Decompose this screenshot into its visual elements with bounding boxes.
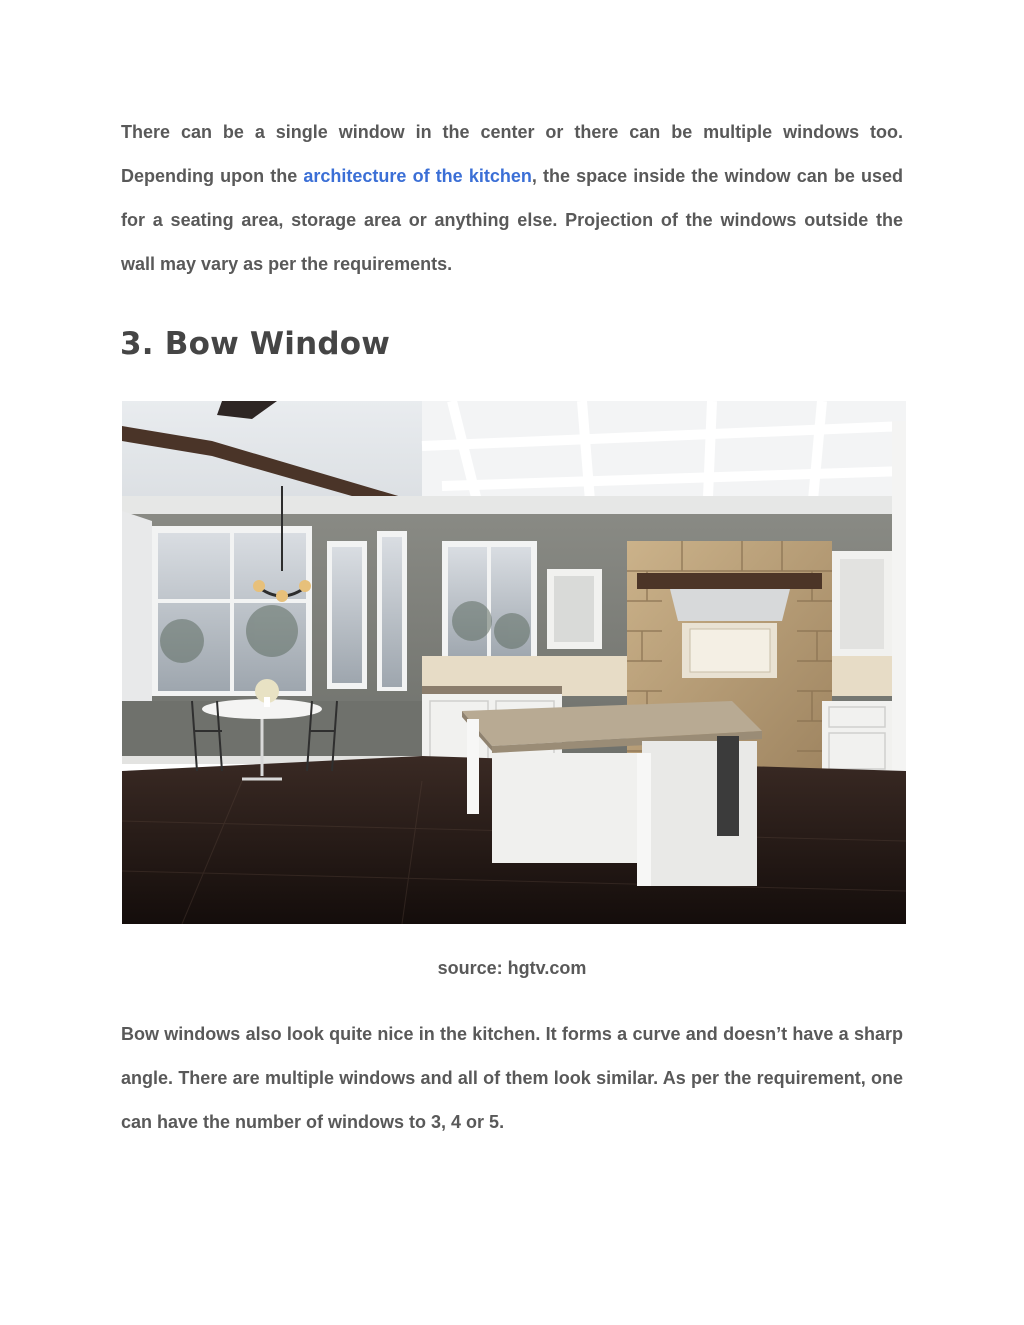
intro-text-after-link: , the space inside the window can be used for a seating area, storage area or anything else. Projection of the windows outside the wall may vary as per the requirements. (121, 166, 903, 274)
body-paragraph: Bow windows also look quite nice in the kitchen. It forms a curve and doesn’t have a sharp angle. There are multiple windows and all of them look similar. As per the requirement, one can have the number of windows to 3, 4 or 5. (121, 1024, 903, 1132)
intro-paragraph (121, 110, 903, 286)
intro-text-before-link: There can be a single window in the center or there can be multiple windows too. Depending upon the (121, 122, 903, 186)
architecture-link[interactable]: architecture of the kitchen (303, 166, 532, 186)
kitchen-photo (122, 401, 906, 924)
section-heading: 3. Bow Window (120, 326, 391, 362)
photo-caption: source: hgtv.com (437, 958, 587, 978)
